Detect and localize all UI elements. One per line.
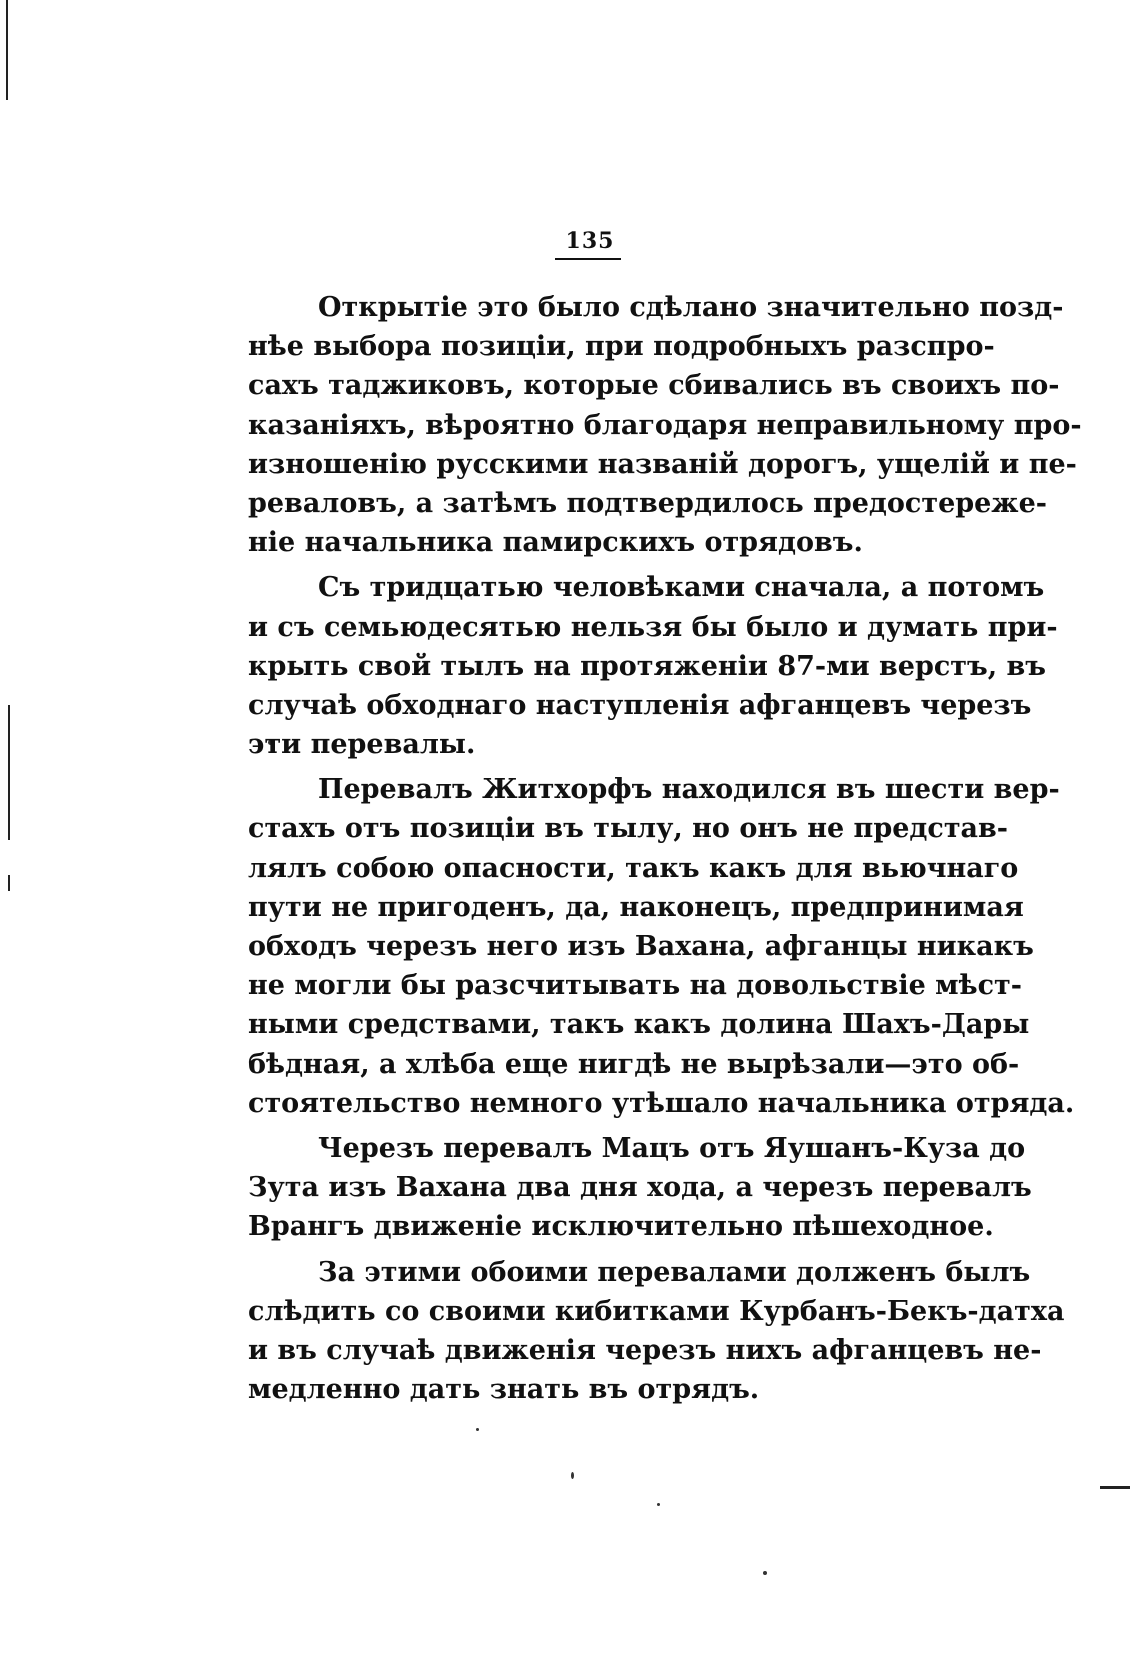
text-line: и съ семьюдесятью нельзя бы было и думать при- (248, 611, 1058, 643)
text-line: крыть свой тылъ на протяженіи 87-ми верстъ, въ (248, 650, 1046, 682)
scan-speck (657, 1503, 660, 1506)
text-line: медленно дать знать въ отрядъ. (248, 1374, 760, 1406)
text-line: стахъ отъ позиціи въ тылу, но онъ не представ- (248, 813, 1009, 845)
text-line: ными средствами, такъ какъ долина Шахъ-Дары (248, 1009, 1030, 1041)
text-line: Черезъ перевалъ Мацъ отъ Яушанъ-Куза до (318, 1132, 1026, 1164)
text-line: Врангъ движеніе исключительно пѣшеходное. (248, 1211, 994, 1243)
paragraph-4 (248, 1129, 1032, 1247)
text-line: не могли бы разсчитывать на довольствіе мѣст- (248, 970, 1022, 1002)
scan-edge-mark (1100, 1486, 1130, 1489)
text-line: стоятельство немного утѣшало начальника отряда. (248, 1087, 1075, 1119)
text-line: Открытіе это было сдѣлано значительно позд- (318, 292, 1064, 323)
text-line: случаѣ обходнаго наступленія афганцевъ черезъ (248, 689, 1032, 721)
text-line: казаніяхъ, вѣроятно благодаря неправильному про- (248, 409, 1082, 441)
text-line: слѣдить со своими кибитками Курбанъ-Бекъ-датха (248, 1295, 1065, 1327)
text-line: Перевалъ Житхорфъ находился въ шести вер- (318, 774, 1060, 806)
text-line: эти перевалы. (248, 729, 476, 761)
page-number: 135 (565, 228, 615, 254)
text-line: Съ тридцатью человѣками сначала, а потомъ (318, 572, 1045, 604)
text-line: ніе начальника памирскихъ отрядовъ. (248, 527, 863, 559)
text-line: пути не пригоденъ, да, наконецъ, предпринимая (248, 891, 1024, 923)
paragraph-2 (248, 568, 1058, 764)
paragraph-5 (248, 1253, 1065, 1410)
paragraph-3 (248, 770, 1075, 1123)
body-text (248, 288, 1082, 1409)
text-line: реваловъ, а затѣмъ подтвердилось предостереже- (248, 487, 1047, 519)
scan-edge-mark (8, 875, 10, 891)
text-line: обходъ черезъ него изъ Вахана, афганцы никакъ (248, 931, 1034, 962)
scan-speck (476, 1428, 479, 1431)
paragraph-1 (248, 288, 1082, 562)
scan-speck (763, 1571, 767, 1575)
text-line: изношенію русскими названій дорогъ, ущелій и пе- (248, 448, 1077, 480)
text-line: сахъ таджиковъ, которые сбивались въ своихъ по- (248, 370, 1060, 402)
text-line: За этими обоими перевалами долженъ былъ (318, 1256, 1031, 1288)
text-line: Зута изъ Вахана два дня хода, а черезъ перевалъ (248, 1172, 1032, 1204)
scan-edge-mark (8, 705, 10, 840)
page-number-rule (555, 258, 621, 260)
text-line: бѣдная, а хлѣба еще нигдѣ не вырѣзали—это об- (248, 1048, 1020, 1080)
scan-speck (571, 1472, 574, 1479)
text-line: лялъ собою опасности, такъ какъ для вьючнаго (248, 852, 1019, 884)
scan-edge-mark (6, 0, 8, 100)
text-line: нѣе выбора позиціи, при подробныхъ разспро- (248, 331, 995, 363)
text-line: и въ случаѣ движенія черезъ нихъ афганцевъ не- (248, 1334, 1042, 1366)
